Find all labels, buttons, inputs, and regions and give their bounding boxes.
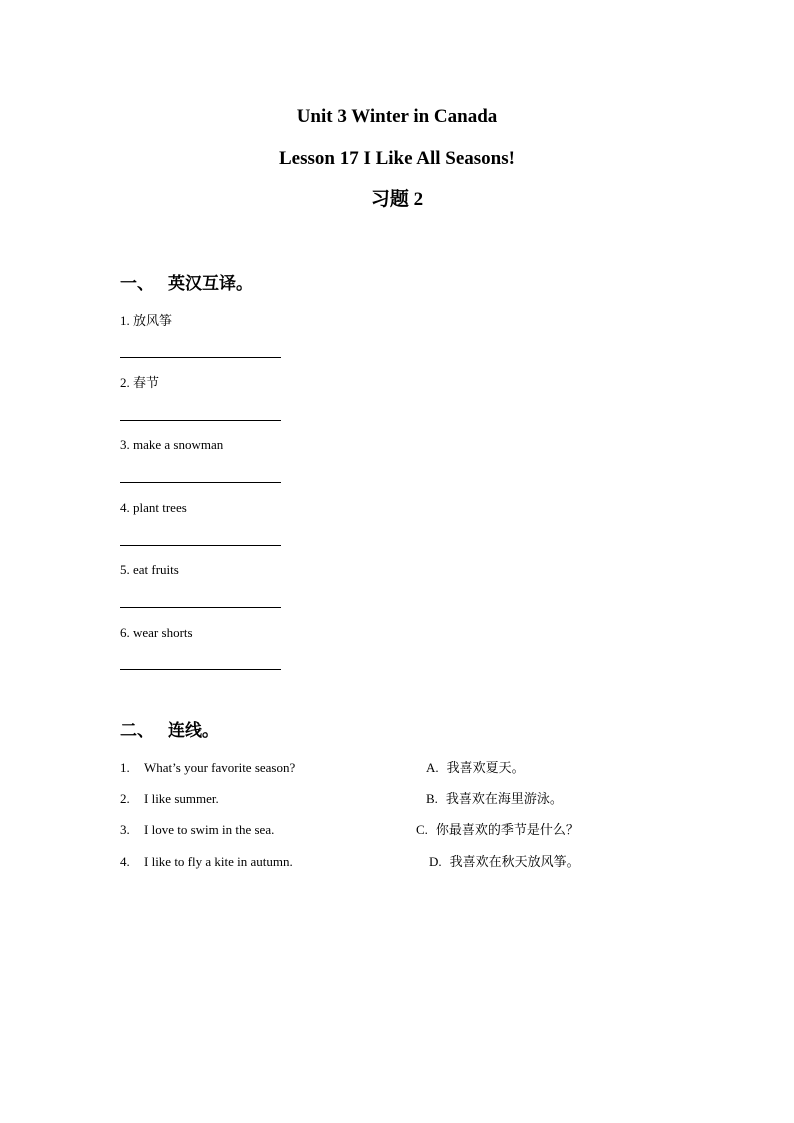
match-right-d [429,853,580,871]
lesson-title: Lesson 17 I Like All Seasons! [279,148,515,169]
answer-line-5[interactable] [120,607,281,608]
match-left-index: 3. [120,822,130,837]
match-left-4 [120,853,293,871]
translation-item-4: 4. plant trees [120,500,187,515]
match-right-a [426,759,525,777]
unit-title: Unit 3 Winter in Canada [296,106,498,127]
match-right-letter: C. [416,822,428,837]
section-1-title: 英汉互译。 [168,274,253,294]
match-right-text: 我喜欢在海里游泳。 [445,791,563,806]
section-1-heading [120,273,253,295]
match-right-b [426,790,563,808]
match-left-text: I like to fly a kite in autumn. [144,854,293,869]
section-2-number: 二、 [120,721,154,741]
match-right-letter: A. [426,760,439,775]
match-left-index: 1. [120,760,130,775]
match-right-letter: B. [426,791,438,806]
match-left-text: What’s your favorite season? [144,760,296,775]
match-right-text: 我喜欢在秋天放风筝。 [449,854,580,869]
match-left-index: 2. [120,791,130,806]
section-2-title: 连线。 [168,721,219,741]
match-right-letter: D. [429,854,442,869]
match-left-2 [120,790,219,808]
answer-line-6[interactable] [120,669,281,670]
answer-line-3[interactable] [120,482,281,483]
match-right-c [416,821,579,839]
answer-line-1[interactable] [120,357,281,358]
translation-item-3: 3. make a snowman [120,437,224,452]
translation-item-1: 1. 放风筝 [120,313,173,328]
match-left-1 [120,759,295,777]
match-right-text: 我喜欢夏天。 [446,760,525,775]
match-left-text: I love to swim in the sea. [144,822,275,837]
match-left-3 [120,821,274,839]
exercise-title: 习题 2 [370,189,424,210]
match-right-text: 你最喜欢的季节是什么？ [435,822,579,837]
translation-item-2: 2. 春节 [120,375,160,390]
translation-item-6: 6. wear shorts [120,625,193,640]
match-left-index: 4. [120,854,130,869]
answer-line-2[interactable] [120,420,281,421]
translation-item-5: 5. eat fruits [120,562,179,577]
answer-line-4[interactable] [120,545,281,546]
section-1-number: 一、 [120,274,154,294]
section-2-heading [120,720,219,742]
match-left-text: I like summer. [144,791,219,806]
